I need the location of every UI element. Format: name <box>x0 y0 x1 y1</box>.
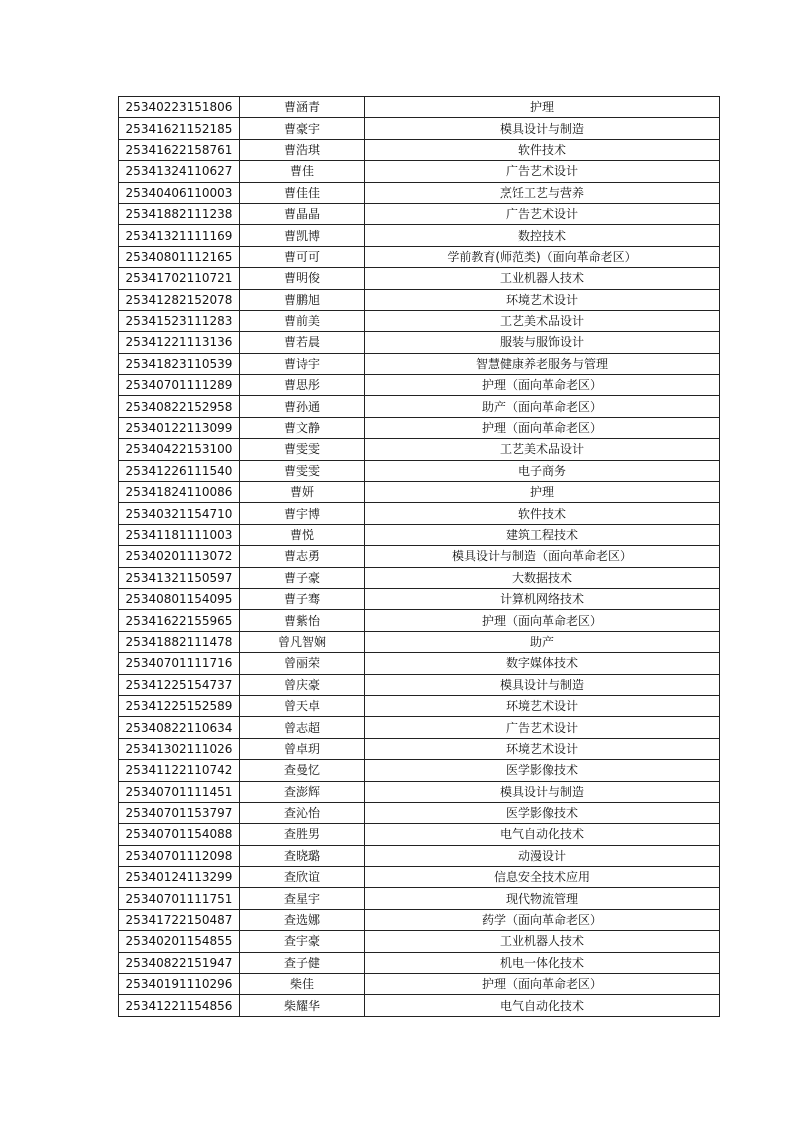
student-name-cell: 曹子豪 <box>240 567 365 588</box>
table-row <box>119 460 720 481</box>
student-name-cell: 曹思彤 <box>240 375 365 396</box>
student-id-cell: 25340223151806 <box>119 97 240 118</box>
student-name-cell: 曾庆豪 <box>240 674 365 695</box>
major-cell: 学前教育(师范类)（面向革命老区） <box>365 246 720 267</box>
student-name-cell: 曹紫怡 <box>240 610 365 631</box>
student-name-cell: 查宇豪 <box>240 931 365 952</box>
table-row <box>119 781 720 802</box>
table-row <box>119 717 720 738</box>
student-name-cell: 查欣谊 <box>240 867 365 888</box>
student-name-cell: 柴耀华 <box>240 995 365 1016</box>
major-cell: 工艺美术品设计 <box>365 310 720 331</box>
table-row <box>119 524 720 545</box>
student-name-cell: 曾凡智娴 <box>240 631 365 652</box>
student-name-cell: 查选娜 <box>240 909 365 930</box>
student-id-cell: 25341282152078 <box>119 289 240 310</box>
table-row <box>119 631 720 652</box>
student-name-cell: 曹诗宇 <box>240 353 365 374</box>
major-cell: 信息安全技术应用 <box>365 867 720 888</box>
student-id-cell: 25340701112098 <box>119 845 240 866</box>
student-name-cell: 曾志超 <box>240 717 365 738</box>
major-cell: 计算机网络技术 <box>365 588 720 609</box>
student-id-cell: 25340701111451 <box>119 781 240 802</box>
table-row <box>119 824 720 845</box>
major-cell: 电气自动化技术 <box>365 995 720 1016</box>
table-row <box>119 567 720 588</box>
table-row <box>119 353 720 374</box>
student-roster-table <box>118 96 720 1017</box>
roster-body <box>119 97 720 1017</box>
major-cell: 智慧健康养老服务与管理 <box>365 353 720 374</box>
major-cell: 数字媒体技术 <box>365 653 720 674</box>
major-cell: 服装与服饰设计 <box>365 332 720 353</box>
table-row <box>119 695 720 716</box>
major-cell: 护理（面向革命老区） <box>365 375 720 396</box>
student-name-cell: 查曼忆 <box>240 760 365 781</box>
student-id-cell: 25341321111169 <box>119 225 240 246</box>
table-row <box>119 182 720 203</box>
student-id-cell: 25341622158761 <box>119 139 240 160</box>
student-id-cell: 25340124113299 <box>119 867 240 888</box>
table-row <box>119 931 720 952</box>
student-name-cell: 曹子骞 <box>240 588 365 609</box>
table-row <box>119 417 720 438</box>
major-cell: 模具设计与制造 <box>365 781 720 802</box>
student-name-cell: 曾卓玥 <box>240 738 365 759</box>
major-cell: 护理 <box>365 482 720 503</box>
student-name-cell: 曹明俊 <box>240 268 365 289</box>
student-name-cell: 曹豪宇 <box>240 118 365 139</box>
student-id-cell: 25340201113072 <box>119 546 240 567</box>
student-id-cell: 25341882111478 <box>119 631 240 652</box>
table-row <box>119 396 720 417</box>
student-name-cell: 曾丽荣 <box>240 653 365 674</box>
student-id-cell: 25340406110003 <box>119 182 240 203</box>
table-row <box>119 97 720 118</box>
student-name-cell: 曹文静 <box>240 417 365 438</box>
student-name-cell: 曹佳 <box>240 161 365 182</box>
table-row <box>119 995 720 1016</box>
student-name-cell: 曹涵青 <box>240 97 365 118</box>
student-id-cell: 25340801112165 <box>119 246 240 267</box>
table-row <box>119 845 720 866</box>
student-name-cell: 曹悦 <box>240 524 365 545</box>
table-row <box>119 909 720 930</box>
student-id-cell: 25341823110539 <box>119 353 240 374</box>
student-name-cell: 曹孙通 <box>240 396 365 417</box>
table-row <box>119 139 720 160</box>
table-row <box>119 161 720 182</box>
student-id-cell: 25340801154095 <box>119 588 240 609</box>
major-cell: 机电一体化技术 <box>365 952 720 973</box>
table-row <box>119 289 720 310</box>
table-row <box>119 482 720 503</box>
major-cell: 电气自动化技术 <box>365 824 720 845</box>
table-row <box>119 439 720 460</box>
table-row <box>119 760 720 781</box>
major-cell: 环境艺术设计 <box>365 289 720 310</box>
major-cell: 护理 <box>365 97 720 118</box>
student-id-cell: 25341722150487 <box>119 909 240 930</box>
student-id-cell: 25341702110721 <box>119 268 240 289</box>
table-row <box>119 867 720 888</box>
student-id-cell: 25341221154856 <box>119 995 240 1016</box>
major-cell: 护理（面向革命老区） <box>365 974 720 995</box>
student-name-cell: 曹若晨 <box>240 332 365 353</box>
student-id-cell: 25340422153100 <box>119 439 240 460</box>
student-name-cell: 曹雯雯 <box>240 460 365 481</box>
student-id-cell: 25341122110742 <box>119 760 240 781</box>
student-id-cell: 25341882111238 <box>119 203 240 224</box>
student-name-cell: 曹志勇 <box>240 546 365 567</box>
student-name-cell: 曹可可 <box>240 246 365 267</box>
table-row <box>119 310 720 331</box>
student-id-cell: 25340822152958 <box>119 396 240 417</box>
student-id-cell: 25340701153797 <box>119 802 240 823</box>
major-cell: 助产（面向革命老区） <box>365 396 720 417</box>
table-row <box>119 246 720 267</box>
student-name-cell: 查子健 <box>240 952 365 973</box>
student-id-cell: 25341225152589 <box>119 695 240 716</box>
major-cell: 工业机器人技术 <box>365 268 720 289</box>
student-name-cell: 曹凯博 <box>240 225 365 246</box>
major-cell: 模具设计与制造（面向革命老区） <box>365 546 720 567</box>
student-name-cell: 曹妍 <box>240 482 365 503</box>
major-cell: 护理（面向革命老区） <box>365 610 720 631</box>
student-id-cell: 25341622155965 <box>119 610 240 631</box>
major-cell: 工艺美术品设计 <box>365 439 720 460</box>
table-row <box>119 225 720 246</box>
major-cell: 大数据技术 <box>365 567 720 588</box>
major-cell: 助产 <box>365 631 720 652</box>
student-name-cell: 查胜男 <box>240 824 365 845</box>
table-row <box>119 802 720 823</box>
major-cell: 广告艺术设计 <box>365 203 720 224</box>
student-name-cell: 柴佳 <box>240 974 365 995</box>
major-cell: 软件技术 <box>365 139 720 160</box>
table-row <box>119 888 720 909</box>
student-id-cell: 25341226111540 <box>119 460 240 481</box>
student-id-cell: 25340321154710 <box>119 503 240 524</box>
major-cell: 动漫设计 <box>365 845 720 866</box>
student-name-cell: 查星宇 <box>240 888 365 909</box>
student-id-cell: 25341621152185 <box>119 118 240 139</box>
major-cell: 模具设计与制造 <box>365 118 720 139</box>
student-id-cell: 25340122113099 <box>119 417 240 438</box>
student-name-cell: 曾天卓 <box>240 695 365 716</box>
major-cell: 现代物流管理 <box>365 888 720 909</box>
major-cell: 广告艺术设计 <box>365 161 720 182</box>
student-name-cell: 曹晶晶 <box>240 203 365 224</box>
table-row <box>119 738 720 759</box>
major-cell: 医学影像技术 <box>365 760 720 781</box>
student-name-cell: 查晓璐 <box>240 845 365 866</box>
student-id-cell: 25341181111003 <box>119 524 240 545</box>
major-cell: 模具设计与制造 <box>365 674 720 695</box>
student-name-cell: 曹前美 <box>240 310 365 331</box>
major-cell: 环境艺术设计 <box>365 695 720 716</box>
student-id-cell: 25340201154855 <box>119 931 240 952</box>
table-row <box>119 118 720 139</box>
student-id-cell: 25340701111751 <box>119 888 240 909</box>
major-cell: 电子商务 <box>365 460 720 481</box>
table-row <box>119 268 720 289</box>
table-row <box>119 588 720 609</box>
table-row <box>119 375 720 396</box>
student-name-cell: 曹浩琪 <box>240 139 365 160</box>
major-cell: 环境艺术设计 <box>365 738 720 759</box>
student-name-cell: 曹佳佳 <box>240 182 365 203</box>
student-name-cell: 曹鹏旭 <box>240 289 365 310</box>
student-name-cell: 曹雯雯 <box>240 439 365 460</box>
student-name-cell: 查沁怡 <box>240 802 365 823</box>
major-cell: 药学（面向革命老区） <box>365 909 720 930</box>
student-id-cell: 25340701154088 <box>119 824 240 845</box>
student-id-cell: 25340822151947 <box>119 952 240 973</box>
student-id-cell: 25341321150597 <box>119 567 240 588</box>
table-row <box>119 952 720 973</box>
major-cell: 软件技术 <box>365 503 720 524</box>
table-row <box>119 332 720 353</box>
table-row <box>119 674 720 695</box>
table-row <box>119 610 720 631</box>
major-cell: 工业机器人技术 <box>365 931 720 952</box>
student-id-cell: 25340701111716 <box>119 653 240 674</box>
student-id-cell: 25340191110296 <box>119 974 240 995</box>
student-id-cell: 25340822110634 <box>119 717 240 738</box>
major-cell: 护理（面向革命老区） <box>365 417 720 438</box>
major-cell: 医学影像技术 <box>365 802 720 823</box>
table-row <box>119 974 720 995</box>
student-id-cell: 25341225154737 <box>119 674 240 695</box>
major-cell: 建筑工程技术 <box>365 524 720 545</box>
student-id-cell: 25341324110627 <box>119 161 240 182</box>
student-id-cell: 25340701111289 <box>119 375 240 396</box>
student-id-cell: 25341523111283 <box>119 310 240 331</box>
table-row <box>119 503 720 524</box>
major-cell: 数控技术 <box>365 225 720 246</box>
student-name-cell: 曹宇博 <box>240 503 365 524</box>
table-row <box>119 546 720 567</box>
student-id-cell: 25341221113136 <box>119 332 240 353</box>
major-cell: 烹饪工艺与营养 <box>365 182 720 203</box>
student-name-cell: 查澎辉 <box>240 781 365 802</box>
major-cell: 广告艺术设计 <box>365 717 720 738</box>
table-row <box>119 203 720 224</box>
student-id-cell: 25341302111026 <box>119 738 240 759</box>
table-row <box>119 653 720 674</box>
student-id-cell: 25341824110086 <box>119 482 240 503</box>
